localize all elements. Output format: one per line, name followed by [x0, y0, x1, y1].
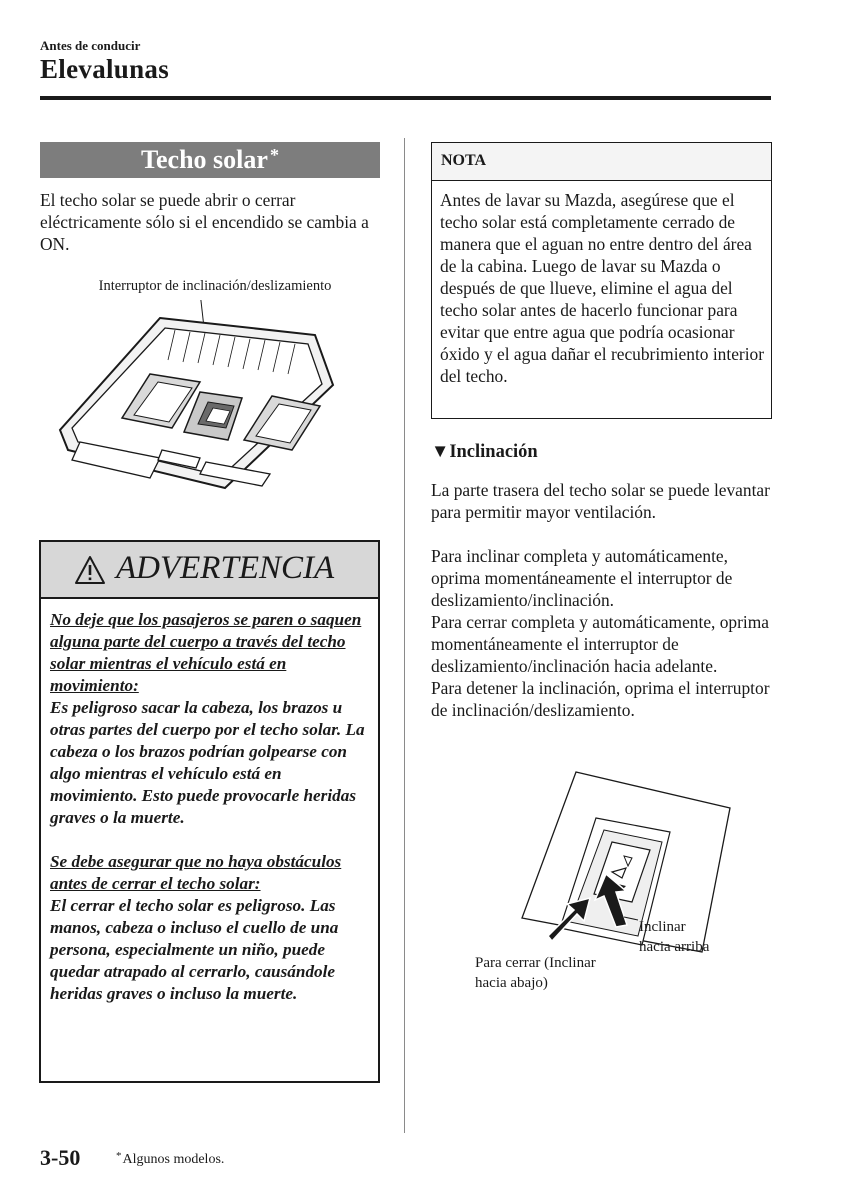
sunroof-title-bar [40, 142, 380, 178]
warning-body-2: El cerrar el techo solar es peligroso. Las manos, cabeza o incluso el cuello de una persona, especialmente un niño, puede quedar atrapado al cerrarlo, causándole heridas graves o incluso la muerte. [50, 896, 339, 1003]
note-label: NOTA [441, 152, 487, 169]
warning-text [50, 609, 370, 1005]
footnote-text: Algunos modelos. [122, 1152, 225, 1167]
tilt-down-caption-line-1: Para cerrar (Inclinar [475, 955, 596, 971]
tilt-down-caption-line-2: hacia abajo) [475, 975, 548, 991]
tilt-up-caption-line-1: Inclinar [639, 919, 686, 935]
tilt-heading-text: Inclinación [449, 442, 538, 462]
note-text: Antes de lavar su Mazda, asegúrese que el techo solar está completamente cerrado de manera que el aguan no entre dentro del área de la cabina. Luego de lavar su Mazda o después de que llueve, elimine el agua del techo solar antes de hacerlo funcionar para evitar que entre agua que podría ocasionar óxido y el agua dañar el recubrimiento interior del techo. [440, 190, 765, 386]
tilt-marker: ▼ [431, 442, 450, 462]
warning-triangle-icon [74, 555, 106, 585]
warning-heading-2: Se debe asegurar que no haya obstáculos antes de cerrar el techo solar: [50, 852, 342, 893]
tilt-paragraph-2: Para inclinar completa y automáticamente, oprima momentáneamente el interruptor de deslizamiento/inclinación. [431, 546, 733, 610]
tilt-heading [431, 442, 538, 463]
note-header [432, 143, 771, 181]
tilt-instructions [431, 545, 781, 721]
tilt-paragraph-3: Para cerrar completa y automáticamente, oprima momentáneamente el interruptor de deslizamiento/inclinación hacia adelante. [431, 612, 769, 676]
page-number: 3-50 [40, 1145, 81, 1170]
overhead-console-illustration [50, 300, 350, 500]
sunroof-title: Techo solar [141, 145, 268, 174]
tilt-up-caption [639, 917, 709, 957]
footnote-mark: * [116, 1150, 122, 1162]
switch-figure-label: Interruptor de inclinación/deslizamiento [98, 278, 332, 294]
tilt-up-caption-line-2: hacia arriba [639, 939, 710, 955]
page-title: Elevalunas [40, 54, 170, 84]
model-marker: * [269, 145, 279, 165]
tilt-down-caption [475, 953, 596, 993]
warning-box [39, 540, 380, 1083]
note-box [431, 142, 772, 419]
warning-header [41, 542, 378, 599]
warning-title: ADVERTENCIA [116, 550, 335, 586]
tilt-paragraph-4: Para detener la inclinación, oprima el interruptor de inclinación/deslizamiento. [431, 678, 770, 720]
sunroof-intro: El techo solar se puede abrir o cerrar eléctricamente sólo si el encendido se cambia a ON. [40, 190, 369, 254]
warning-heading-1: No deje que los pasajeros se paren o saquen alguna parte del cuerpo a través del techo solar mientras el vehículo está en movimiento: [50, 610, 362, 695]
title-rule [40, 96, 771, 100]
column-divider [404, 138, 405, 1133]
tilt-paragraph-1: La parte trasera del techo solar se puede levantar para permitir mayor ventilación. [431, 480, 770, 522]
footnote [116, 1152, 224, 1168]
section-label: Antes de conducir [40, 38, 141, 53]
warning-body-1: Es peligroso sacar la cabeza, los brazos u otras partes del cuerpo por el techo solar. La cabeza o los brazos podrían golpearse con algo mientras el vehículo está en movimiento. Esto puede provocarle heridas graves o la muerte. [50, 698, 365, 827]
